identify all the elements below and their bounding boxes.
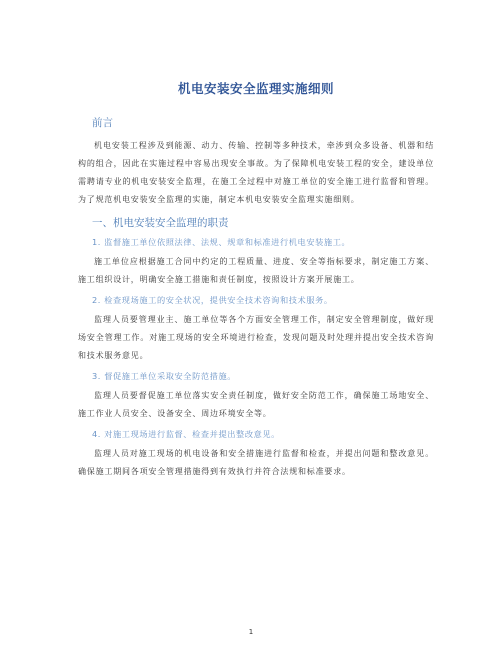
section-heading: 一、机电安装安全监理的职责 bbox=[92, 217, 229, 229]
item-heading-3: 3. 督促施工单位采取安全防范措施。 bbox=[92, 371, 237, 381]
item-body-4: 监理人员对施工现场的机电设备和安全措施进行监督和检查，并提出问题和整改意见。确保施工期间各项安全管理措施得到有效执行并符合法规和标准要求。 bbox=[78, 449, 434, 476]
item-heading-2: 2. 检查现场施工的安全状况，提供安全技术咨询和技术服务。 bbox=[92, 295, 333, 305]
item-body-3: 监理人员要督促施工单位落实安全责任制度，做好安全防范工作，确保施工场地安全、施工作业人员安全、设备安全、周边环境安全等。 bbox=[78, 391, 434, 418]
item-heading-4: 4. 对施工现场进行监督、检查并提出整改意见。 bbox=[92, 429, 280, 439]
page-number: 1 bbox=[248, 628, 254, 636]
document-title: 机电安装安全监理实施细则 bbox=[177, 81, 334, 96]
item-heading-1: 1. 监督施工单位依照法律、法规、规章和标准进行机电安装施工。 bbox=[92, 237, 351, 247]
intro-heading: 前言 bbox=[92, 117, 113, 129]
item-body-2: 监理人员要管理业主、施工单位等各个方面安全管理工作，制定安全管理制度，做好现场安全管理工作。对施工现场的安全环境进行检查，发现问题及时处理并提出安全技术咨询和技术服务意见。 bbox=[78, 315, 434, 360]
intro-paragraph: 机电安装工程涉及到能源、动力、传输、控制等多种技术，牵涉到众多设备、机器和结构的组合，因此在实施过程中容易出现安全事故。为了保障机电安装工程的安全，建设单位需聘请专业的机电安装安全监理，在施工全过程中对施工单位的安全施工进行监督和管理。为了规范机电安装安全监理的实施，制定本机电安装安全监理实施细则。 bbox=[78, 141, 434, 204]
item-body-1: 施工单位应根据施工合同中约定的工程质量、进度、安全等指标要求，制定施工方案、施工组织设计，明确安全施工措施和责任制度，按照设计方案开展施工。 bbox=[78, 257, 434, 284]
